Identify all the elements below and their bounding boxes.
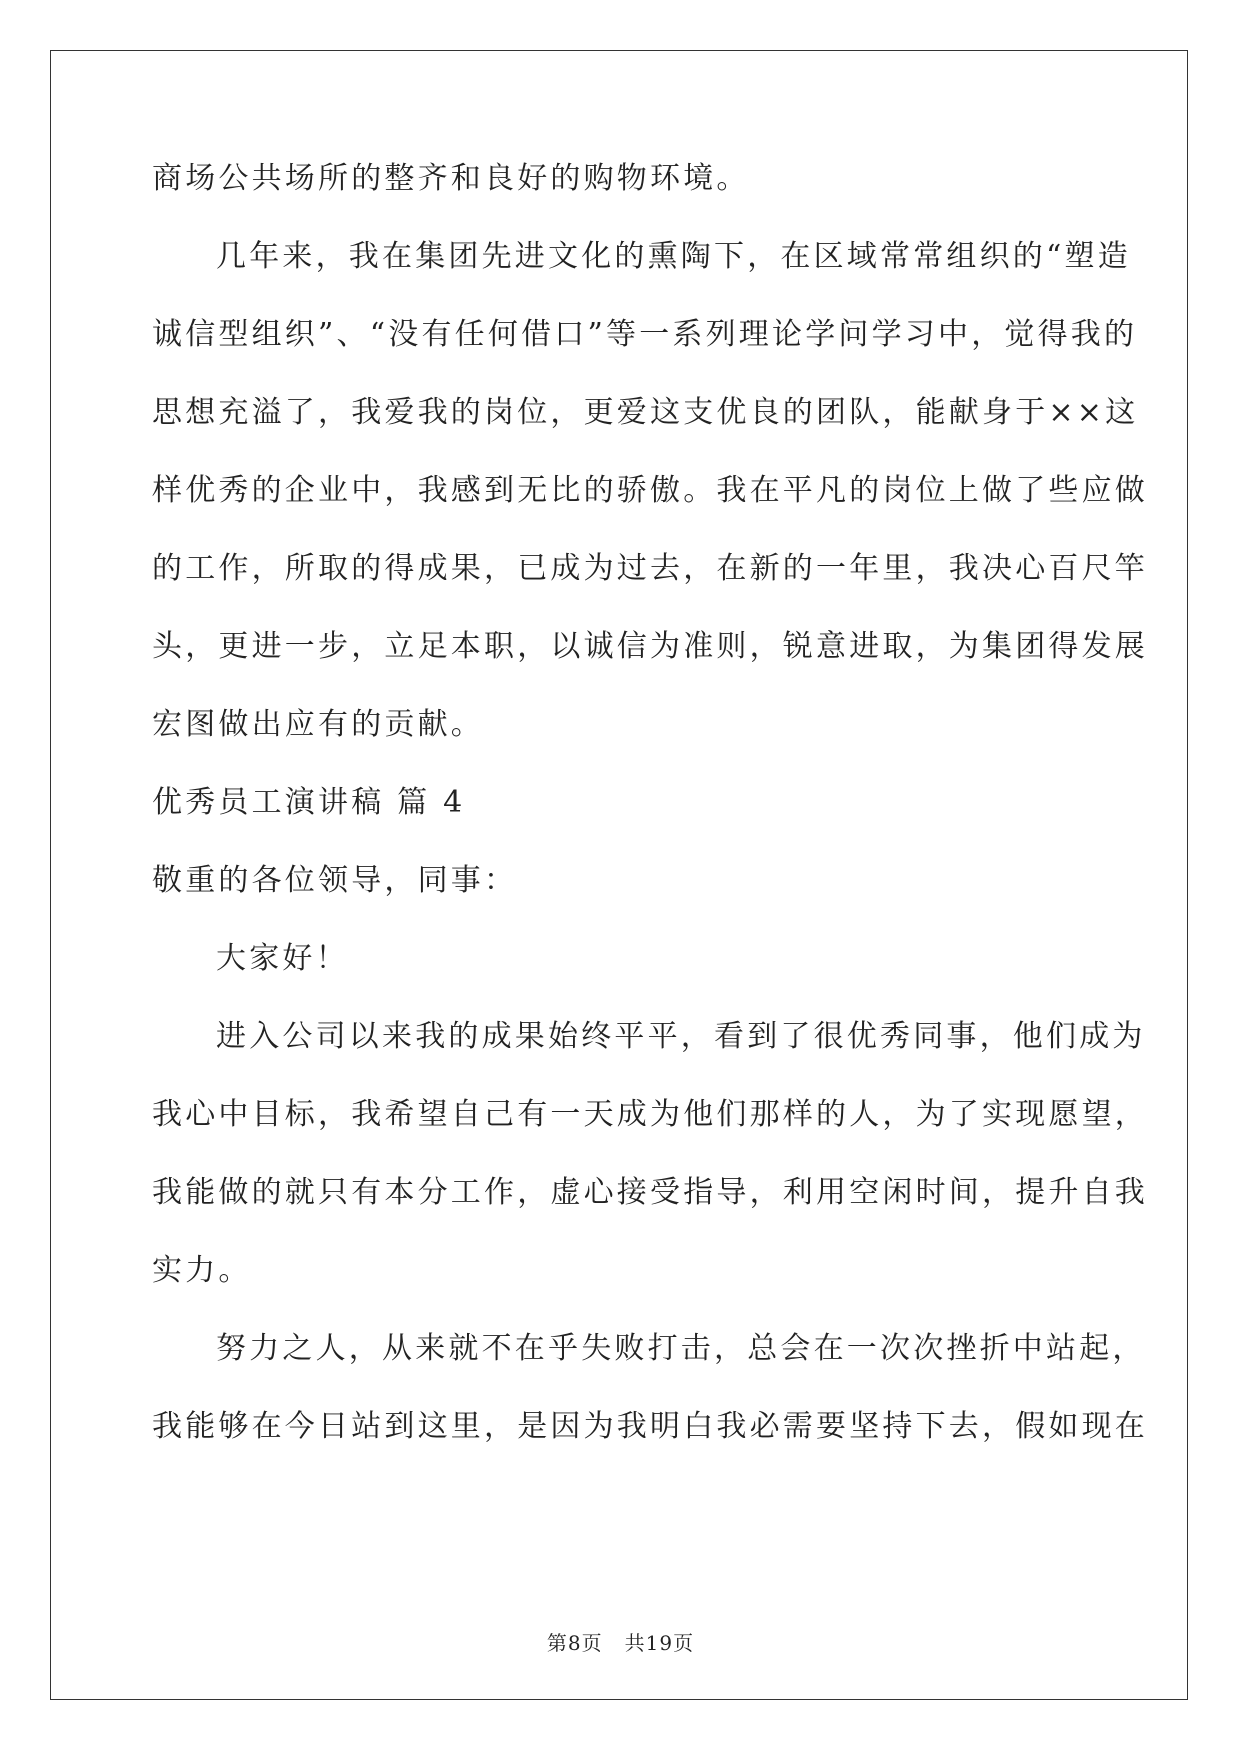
greeting: 大家好！ — [216, 941, 349, 976]
text-line: 我心中目标，我希望自己有一天成为他们那样的人，为了实现愿望， — [152, 1097, 1148, 1132]
text-line: 商场公共场所的整齐和良好的购物环境。 — [152, 161, 750, 196]
section-heading: 优秀员工演讲稿 篇 4 — [152, 785, 466, 820]
paragraph-line: 努力之人，从来就不在乎失败打击，总会在一次次挫折中站起， — [216, 1331, 1146, 1366]
text-line: 诚信型组织”、“没有任何借口”等一系列理论学问学习中，觉得我的 — [152, 317, 1138, 352]
page-total: 共19页 — [624, 1631, 695, 1655]
text-line: 的工作，所取的得成果，已成为过去，在新的一年里，我决心百尺竿 — [152, 551, 1148, 586]
text-line: 思想充溢了，我爱我的岗位，更爱这支优良的团队，能献身于××这 — [152, 395, 1139, 430]
text-line: 实力。 — [152, 1253, 252, 1288]
text-line: 样优秀的企业中，我感到无比的骄傲。我在平凡的岗位上做了些应做 — [152, 473, 1148, 508]
paragraph-line: 几年来，我在集团先进文化的熏陶下，在区域常常组织的“塑造 — [216, 239, 1131, 274]
salutation: 敬重的各位领导，同事： — [152, 863, 518, 898]
text-line: 我能做的就只有本分工作，虚心接受指导，利用空闲时间，提升自我 — [152, 1175, 1148, 1210]
document-body — [152, 140, 1148, 1466]
text-line: 我能够在今日站到这里，是因为我明白我必需要坚持下去，假如现在 — [152, 1409, 1148, 1444]
page-number: 第8页 — [546, 1631, 603, 1655]
text-line: 宏图做出应有的贡献。 — [152, 707, 484, 742]
text-line: 头，更进一步，立足本职，以诚信为准则，锐意进取，为集团得发展 — [152, 629, 1148, 664]
page-footer — [0, 1627, 1241, 1656]
paragraph-line: 进入公司以来我的成果始终平平，看到了很优秀同事，他们成为 — [216, 1019, 1146, 1054]
